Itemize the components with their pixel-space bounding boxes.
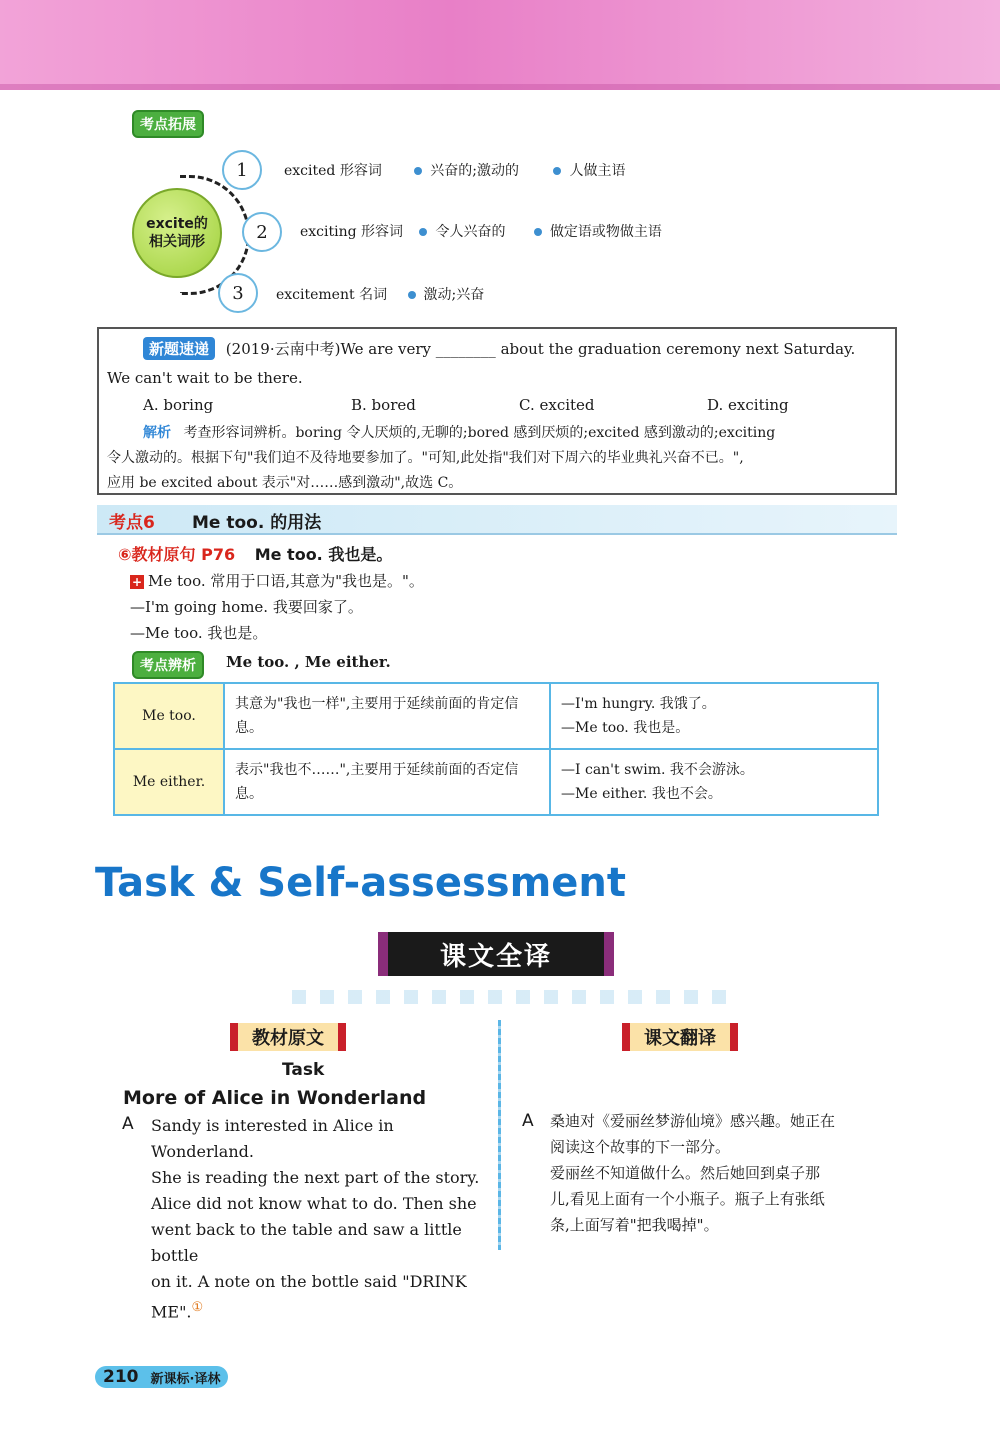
kaodian-label: 考点6	[109, 513, 155, 533]
section-title: Task & Self-assessment	[95, 860, 626, 906]
translation-banner: 课文全译	[378, 932, 614, 976]
left-passage: Sandy is interested in Alice in Wonderland. She is reading the next part of the story. Alice did not know what to do. Then she went back to the table and saw a little bottle on it. A note on the bottle said "DRINK ME".①	[151, 1116, 480, 1322]
row-head: Me too.	[114, 683, 224, 749]
column-divider	[498, 1020, 501, 1250]
row-desc: 表示"我也不……",主要用于延续前面的否定信息。	[224, 749, 550, 815]
exercise-stem-2: We can't wait to be there.	[107, 369, 303, 387]
row-desc: 其意为"我也一样",主要用于延续前面的肯定信息。	[224, 683, 550, 749]
mindmap-number-3: 3	[218, 273, 258, 313]
top-decorative-band	[0, 0, 1000, 90]
row-example: —I'm hungry. 我饿了。 —Me too. 我也是。	[550, 683, 878, 749]
table-row	[114, 749, 878, 815]
bullet-icon	[534, 228, 542, 236]
kaodian-heading	[97, 505, 897, 535]
analysis-line-2: 令人激动的。根据下句"我们迫不及待地要参加了。"可知,此处指"我们对下周六的毕业典礼兴奋不已。",	[107, 450, 744, 466]
mindmap-number-1: 1	[222, 150, 262, 190]
comparison-table	[113, 682, 879, 816]
mindmap-item-1	[284, 160, 625, 180]
analysis-line-3: 应用 be excited about 表示"对……感到激动",故选 C。	[107, 475, 463, 491]
word: exciting 形容词	[300, 224, 404, 240]
right-ribbon: 课文翻译	[622, 1023, 738, 1051]
source-sentence: ⑥教材原句 P76 Me too. 我也是。	[118, 545, 393, 564]
story-title: More of Alice in Wonderland	[123, 1087, 427, 1109]
note-2: —I'm going home. 我要回家了。	[130, 598, 363, 616]
bullet-icon	[408, 291, 416, 299]
mindmap-hub	[132, 188, 222, 278]
option-d: D. exciting	[707, 396, 789, 414]
mindmap-item-3	[276, 284, 484, 304]
page-number: 210	[103, 1367, 139, 1387]
hub-label: excite的相关词形	[146, 216, 208, 250]
mindmap-item-2	[300, 221, 662, 241]
expand-tag: 考点拓展	[132, 110, 204, 138]
page-footer	[95, 1366, 228, 1388]
table-row	[114, 683, 878, 749]
plus-icon: +	[131, 575, 143, 589]
meaning: 令人兴奋的	[435, 224, 506, 240]
kaodian-title: Me too. 的用法	[192, 513, 322, 533]
analysis-line-1: 解析 考查形容词辨析。boring 令人厌烦的,无聊的;bored 感到厌烦的;excited 感到激动的;exciting	[143, 425, 776, 441]
decorative-strip	[292, 990, 732, 1004]
usage: 人做主语	[569, 163, 626, 179]
mindmap-number-2: 2	[242, 212, 282, 252]
row-example: —I can't swim. 我不会游泳。 —Me either. 我也不会。	[550, 749, 878, 815]
note-1: + Me too. 常用于口语,其意为"我也是。"。	[131, 572, 424, 590]
bullet-icon	[419, 228, 427, 236]
exercise-box	[97, 327, 897, 495]
word: excited 形容词	[284, 163, 382, 179]
footnote-marker: ①	[191, 1300, 204, 1315]
left-marker: A	[122, 1114, 134, 1134]
right-marker: A	[522, 1111, 534, 1131]
task-heading: Task	[282, 1060, 325, 1080]
book-name: 新课标·译林	[150, 1371, 221, 1387]
note-3: —Me too. 我也是。	[130, 624, 268, 642]
analysis-label: 解析	[143, 425, 171, 441]
bullet-icon	[414, 167, 422, 175]
row-head: Me either.	[114, 749, 224, 815]
option-a: A. boring	[143, 396, 214, 414]
word: excitement 名词	[276, 287, 388, 303]
option-b: B. bored	[351, 396, 416, 414]
left-ribbon: 教材原文	[230, 1023, 346, 1051]
new-question-tag: 新题速递	[143, 337, 215, 360]
analysis-tag-text: Me too. , Me either.	[226, 653, 391, 671]
usage: 做定语或物做主语	[549, 224, 662, 240]
bullet-icon	[553, 167, 561, 175]
meaning: 兴奋的;激动的	[430, 163, 519, 179]
meaning: 激动;兴奋	[423, 287, 485, 303]
analysis-tag: 考点辨析	[132, 651, 204, 679]
right-passage: 桑迪对《爱丽丝梦游仙境》感兴趣。她正在 阅读这个故事的下一部分。 爱丽丝不知道做什么。然后她回到桌子那 儿,看见上面有一个小瓶子。瓶子上有张纸 条,上面写着"把我喝掉"。	[550, 1112, 836, 1234]
exercise-stem: 新题速递 (2019·云南中考)We are very ________ about the graduation ceremony next Saturday.	[143, 337, 855, 360]
option-c: C. excited	[519, 396, 595, 414]
source-label: ⑥教材原句 P76	[118, 545, 236, 564]
